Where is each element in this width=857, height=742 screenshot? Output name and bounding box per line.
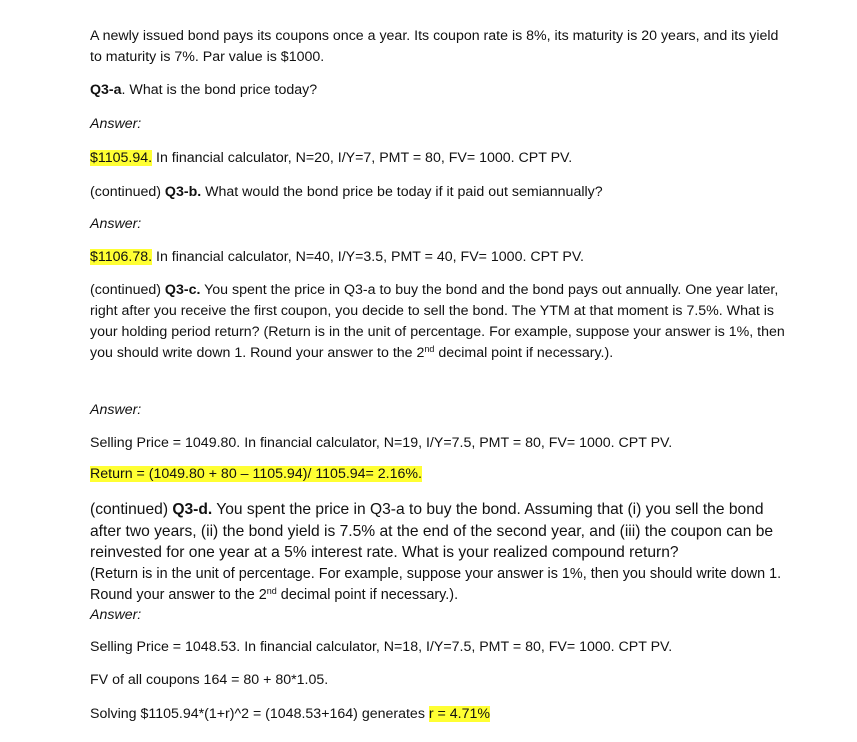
q3a-answer xyxy=(90,148,785,169)
q3d-solving-text: Solving $1105.94*(1+r)^2 = (1048.53+164) generates xyxy=(90,706,429,722)
q3a-text: . What is the bond price today? xyxy=(121,82,318,98)
q3c-superscript: nd xyxy=(424,344,435,354)
q3a-label: Q3-a xyxy=(90,82,122,98)
q3c-selling-price: Selling Price = 1049.80. In financial calculator, N=19, I/Y=7.5, PMT = 80, FV= 1000. CPT PV. xyxy=(90,435,673,451)
q3b-question xyxy=(90,182,785,203)
q3c-text: You spent the price in Q3-a to buy the bond and the bond pays out annually. One year later, right after you receive the first coupon, you decide to sell the bond. The YTM at that moment is 7.5%. What is your holding period return? (Return is in the unit of percentage. For example, suppose your answer is 1%, then you should write down 1. Round your answer to the 2 xyxy=(90,282,785,361)
q3b-text: What would the bond price be today if it paid out semiannually? xyxy=(201,184,603,200)
q3a-answer-text: In financial calculator, N=20, I/Y=7, PMT = 80, FV= 1000. CPT PV. xyxy=(152,150,573,166)
q3c-return xyxy=(90,464,785,485)
q3c-return-value: Return = (1049.80 + 80 – 1105.94)/ 1105.94= 2.16%. xyxy=(90,466,422,482)
q3c-question xyxy=(90,280,785,364)
q3d-result: r = 4.71% xyxy=(428,706,490,722)
q3c-label: Q3-c. xyxy=(164,282,201,298)
q3d-solving xyxy=(90,704,785,725)
q3d-text: You spent the price in Q3-a to buy the bond. Assuming that (i) you sell the bond after two years, (ii) the bond yield is 7.5% at the end of the second year, and (iii) the coupon can be reinvested for one year at a 5% interest rate. What is your realized compound return? xyxy=(90,501,774,562)
q3c-answer-label: Answer: xyxy=(90,402,142,418)
q3d-prefix: (continued) xyxy=(90,501,173,518)
q3b-answer-value: $1106.78. xyxy=(90,249,153,265)
q3d-answer-label: Answer: xyxy=(90,607,142,623)
q3d-question xyxy=(90,499,785,564)
q3a-question xyxy=(90,80,785,101)
q3d-instructions-text: (Return is in the unit of percentage. For example, suppose your answer is 1%, then you should write down 1. Round your answer to the 2 xyxy=(90,566,782,603)
q3d-label: Q3-d. xyxy=(172,501,213,518)
q3c-prefix: (continued) xyxy=(90,282,165,298)
q3d-instructions-end: decimal point if necessary.). xyxy=(276,587,459,603)
intro-paragraph: A newly issued bond pays its coupons once a year. Its coupon rate is 8%, its maturity is 20 years, and its yield to maturity is 7%. Par value is $1000. xyxy=(90,28,779,65)
q3b-answer xyxy=(90,247,785,268)
q3b-prefix: (continued) xyxy=(90,184,165,200)
q3b-label: Q3-b. xyxy=(164,184,202,200)
q3d-selling-price: Selling Price = 1048.53. In financial calculator, N=18, I/Y=7.5, PMT = 80, FV= 1000. CPT PV. xyxy=(90,639,673,655)
q3a-answer-value: $1105.94. xyxy=(90,150,153,166)
q3a-answer-label: Answer: xyxy=(90,116,142,132)
q3d-superscript: nd xyxy=(266,586,277,596)
q3d-fv-coupons: FV of all coupons 164 = 80 + 80*1.05. xyxy=(90,672,329,688)
q3c-text-end: decimal point if necessary.). xyxy=(434,345,614,361)
q3b-answer-label: Answer: xyxy=(90,216,142,232)
q3d-instructions xyxy=(90,564,785,606)
q3b-answer-text: In financial calculator, N=40, I/Y=3.5, PMT = 40, FV= 1000. CPT PV. xyxy=(152,249,584,265)
